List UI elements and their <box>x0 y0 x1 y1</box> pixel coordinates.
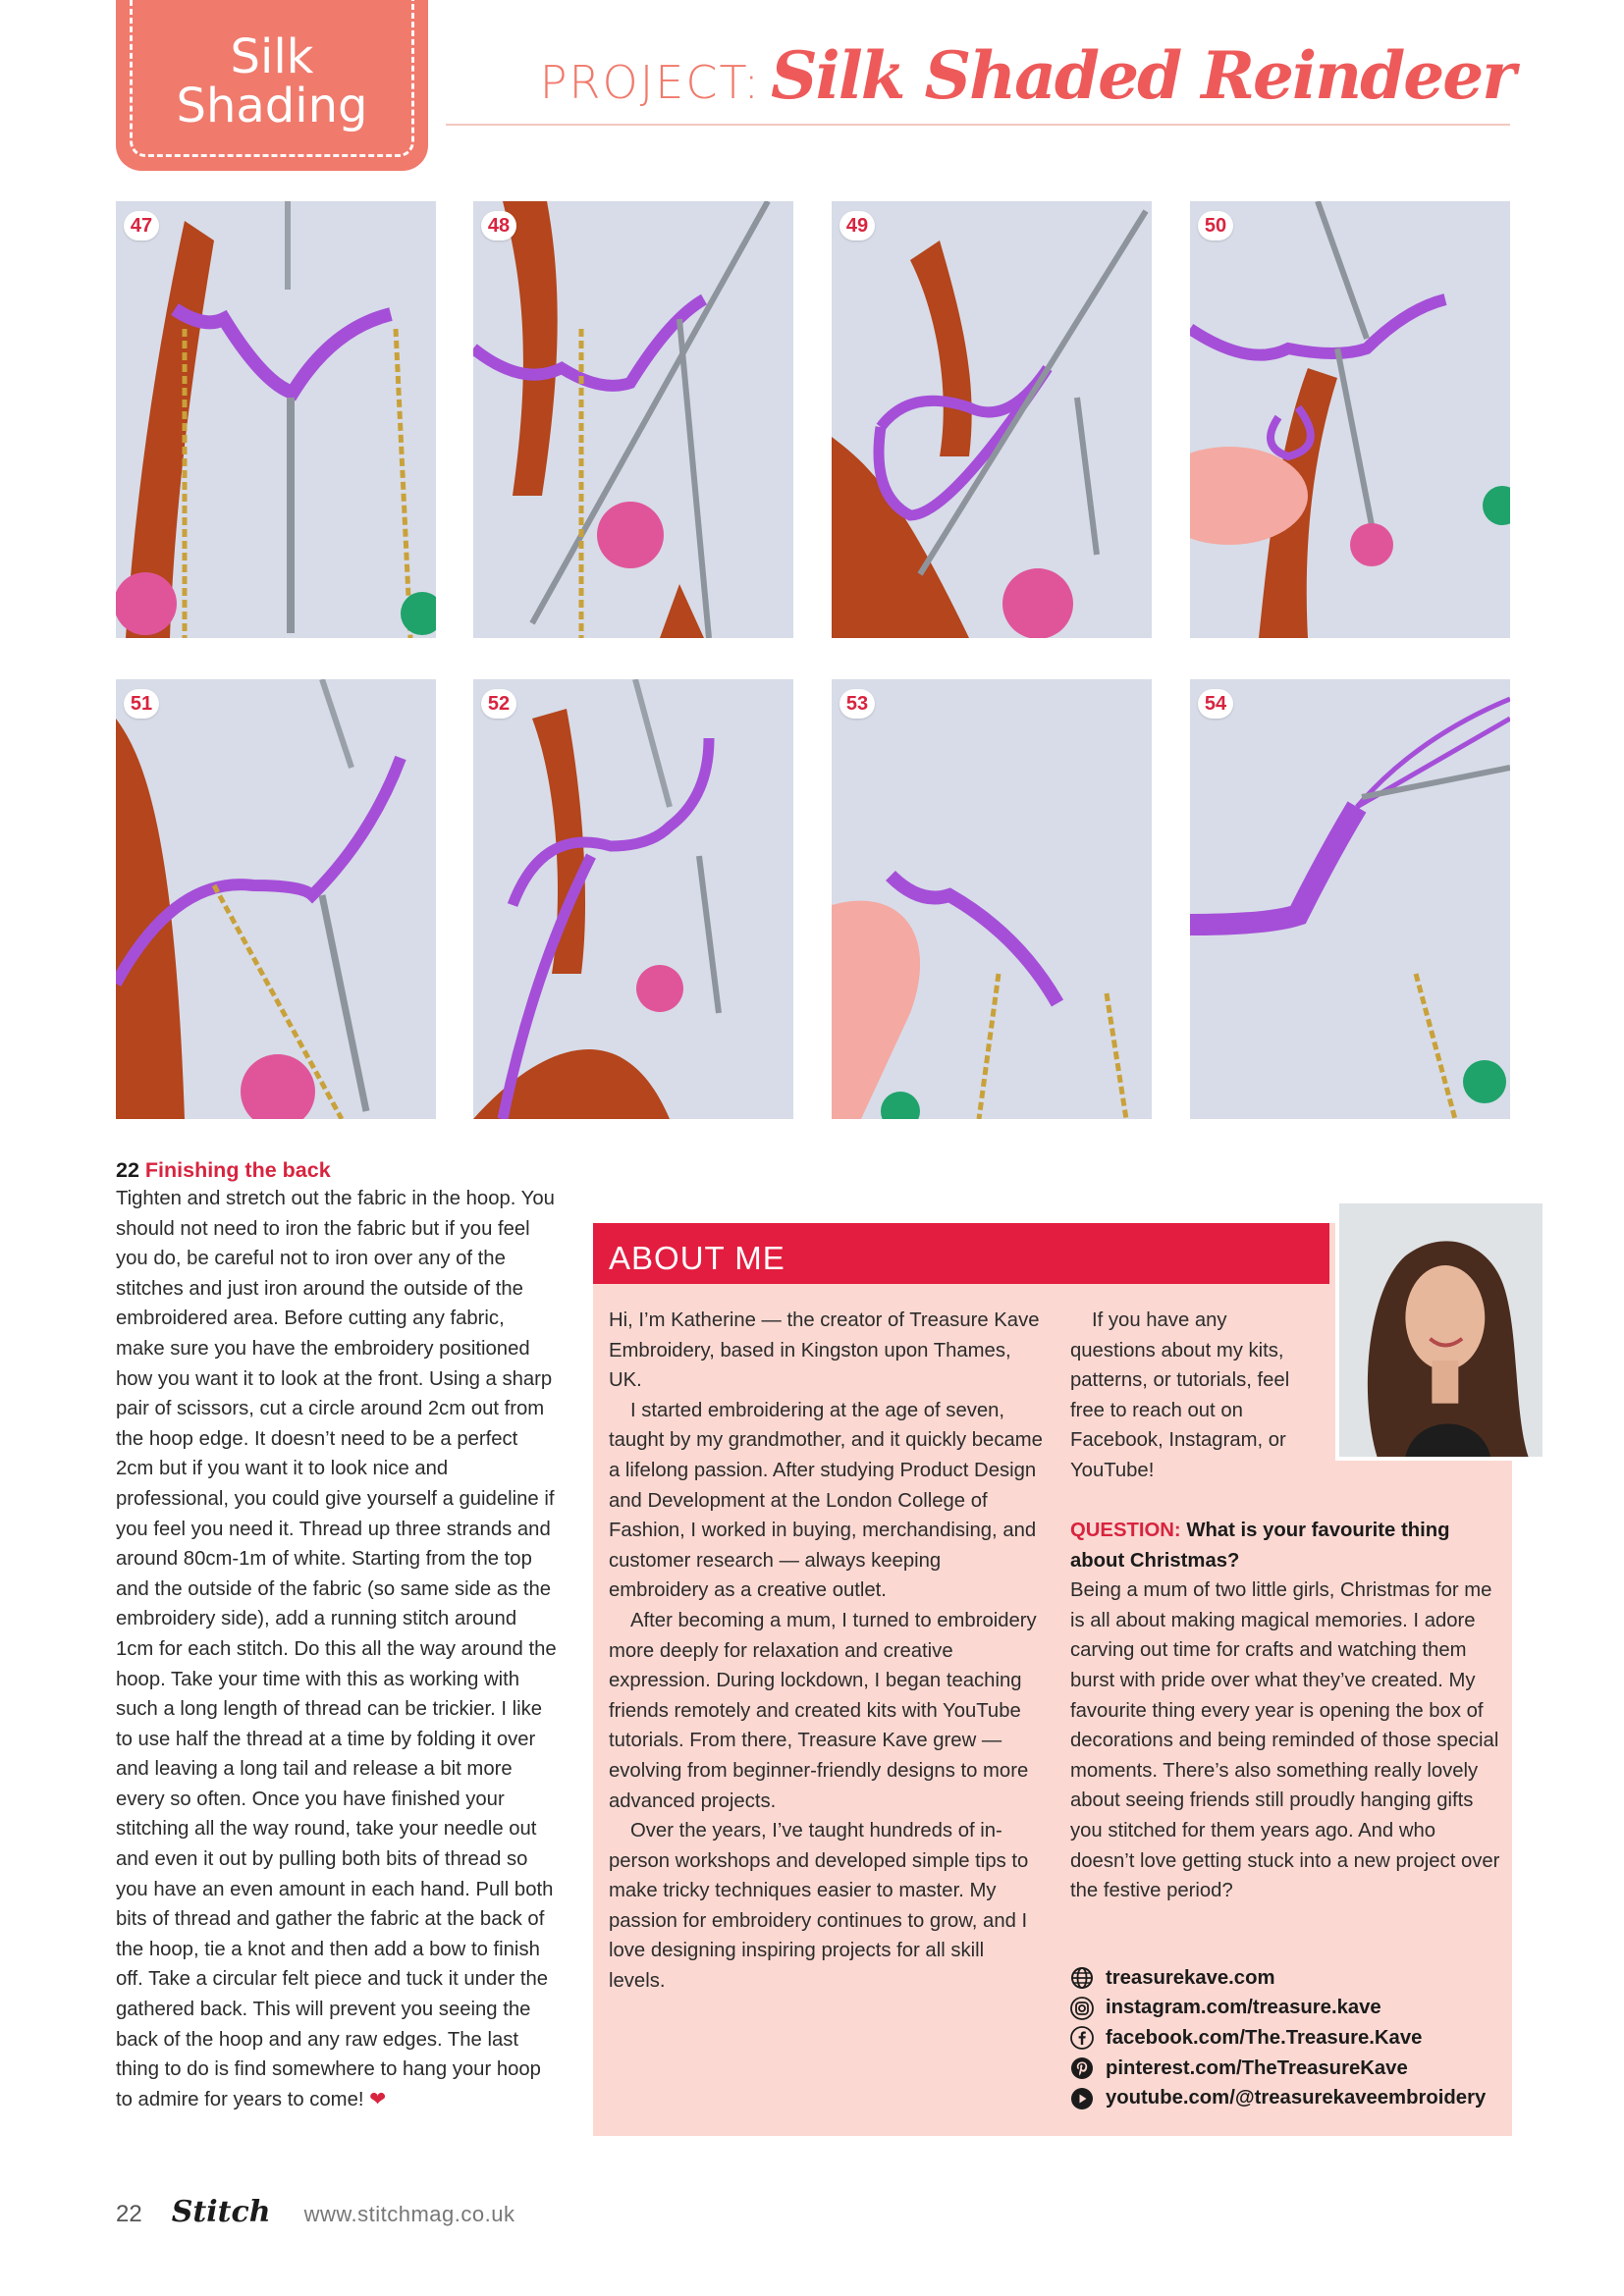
link-website[interactable] <box>1070 1963 1522 1994</box>
answer-text: Being a mum of two little girls, Christmas for me is all about making magical memories. I adore carving out time for crafts and watching them burst with pride over what they’ve created. My favourite thing every year is opening the box of decorations and being reminded of those special moments. There’s also something really lovely about seeing friends still proudly hanging gifts you stitched for them years ago. And who doesn’t love getting stuck into a new project over the festive period? <box>1070 1579 1500 1902</box>
step-photo-48 <box>473 201 793 638</box>
header-prefix: PROJECT: <box>539 56 761 109</box>
link-label: youtube.com/@treasurekaveembroidery <box>1106 2087 1487 2109</box>
magazine-url[interactable]: www.stitchmag.co.uk <box>303 2202 515 2226</box>
header-divider <box>446 124 1510 126</box>
section-tab-border <box>130 0 414 157</box>
step-number-badge: 54 <box>1198 689 1233 719</box>
youtube-icon <box>1070 2087 1094 2110</box>
project-name: Silk Shaded Reindeer <box>771 37 1514 114</box>
link-pinterest[interactable] <box>1070 2054 1522 2084</box>
step-number-badge: 47 <box>124 211 159 240</box>
about-contact-note: If you have any questions about my kits, patterns, or tutorials, feel free to reach out on Facebook, Instagram, or YouTube! <box>1070 1309 1290 1481</box>
link-label: instagram.com/treasure.kave <box>1106 1997 1381 2019</box>
step-body <box>116 1184 558 2114</box>
question-text: What is your favourite thing about Christmas? <box>1070 1520 1450 1572</box>
about-me-title: ABOUT ME <box>609 1240 785 1276</box>
globe-icon <box>1070 1966 1094 1990</box>
step-photo-50 <box>1190 201 1510 638</box>
instagram-icon <box>1070 1997 1094 2020</box>
section-tab <box>116 0 428 171</box>
page-header-title <box>540 37 1514 114</box>
step-heading <box>116 1156 558 1184</box>
link-youtube[interactable] <box>1070 2083 1522 2113</box>
step-photo-53 <box>832 679 1152 1119</box>
step-photo-49 <box>832 201 1152 638</box>
about-paragraph: Hi, I’m Katherine — the creator of Treasure Kave Embroidery, based in Kingston upon Thames, UK. <box>609 1309 1040 1392</box>
about-me-bio <box>609 1306 1043 1997</box>
step-number-badge: 50 <box>1198 211 1233 240</box>
step-number-badge: 49 <box>839 211 875 240</box>
step-number-badge: 48 <box>481 211 516 240</box>
facebook-icon <box>1070 2026 1094 2050</box>
step-number-badge: 52 <box>481 689 516 719</box>
step-photo-52 <box>473 679 793 1119</box>
about-paragraph: I started embroidering at the age of seven, taught by my grandmother, and it quickly became a lifelong passion. After studying Product Design and Development at the London College of Fashion, I worked in buying, merchandising, and customer research — always keeping embroidery as a creative outlet. <box>609 1399 1043 1602</box>
link-facebook[interactable] <box>1070 2023 1522 2054</box>
author-portrait <box>1335 1200 1546 1461</box>
about-paragraph: After becoming a mum, I turned to embroidery more deeply for relaxation and creative expression. During lockdown, I began teaching friends remotely and created kits with YouTube tutorials. From there, Treasure Kave grew — evolving from beginner-friendly designs to more advanced projects. <box>609 1609 1037 1812</box>
link-label: facebook.com/The.Treasure.Kave <box>1106 2026 1423 2049</box>
question-line <box>1070 1516 1502 1575</box>
page-number: 22 <box>116 2201 142 2227</box>
social-links <box>1070 1963 1522 2113</box>
magazine-logo: Stitch <box>171 2195 271 2229</box>
link-label: pinterest.com/TheTreasureKave <box>1106 2056 1408 2079</box>
link-instagram[interactable] <box>1070 1994 1522 2024</box>
step-number-badge: 51 <box>124 689 159 719</box>
page-footer <box>116 2195 514 2229</box>
step-number: 22 <box>116 1158 139 1182</box>
step-22-section <box>116 1156 558 2114</box>
about-question-block <box>1070 1516 1502 1906</box>
section-tab-label: Silk Shading <box>176 28 368 133</box>
question-label: QUESTION: <box>1070 1520 1181 1541</box>
about-paragraph: Over the years, I’ve taught hundreds of in-person workshops and developed simple tips to make tricky techniques easier to master. My passion for embroidery continues to grow, and I love designing inspiring projects for all skill levels. <box>609 1820 1029 1993</box>
heart-icon: ❤ <box>369 2088 387 2110</box>
step-photo-47 <box>116 201 436 638</box>
step-body-text: Tighten and stretch out the fabric in the hoop. You should not need to iron the fabric but if you feel you do, be careful not to iron over any of the stitches and just iron around the outside of the embroidered area. Before cutting any fabric, make sure you have the embroidery positioned how you want it to look at the front. Using a sharp pair of scissors, cut a circle around 2cm out from the hoop edge. It doesn’t need to be a perfect 2cm but if you want it to look nice and professional, you could give yourself a guideline if you feel you need it. Thread up three strands and around 80cm-1m of white. Starting from the top and the outside of the fabric (so same side as the embroidery side), add a running stitch around 1cm for each stitch. Do this all the way around the hoop. Take your time with this as working with such a long length of thread can be trickier. I like to use half the thread at a time by folding it over and leaving a long tail and release a bit more every so often. Once you have finished your stitching all the way round, take your needle out and even it out by pulling both bits of thread so you have an even amount in each hand. Pull both bits of thread and gather the fabric at the back of the hoop, tie a knot and then add a bow to finish off. Take a circular felt piece and tuck it under the gathered back. This will prevent you seeing the back of the hoop and any raw edges. The last thing to do is find somewhere to hang your hoop to admire for years to come! <box>116 1188 557 2110</box>
link-label: treasurekave.com <box>1106 1966 1275 1989</box>
step-photo-54 <box>1190 679 1510 1119</box>
step-number-badge: 53 <box>839 689 875 719</box>
step-title: Finishing the back <box>144 1158 331 1182</box>
step-photo-51 <box>116 679 436 1119</box>
pinterest-icon <box>1070 2056 1094 2080</box>
